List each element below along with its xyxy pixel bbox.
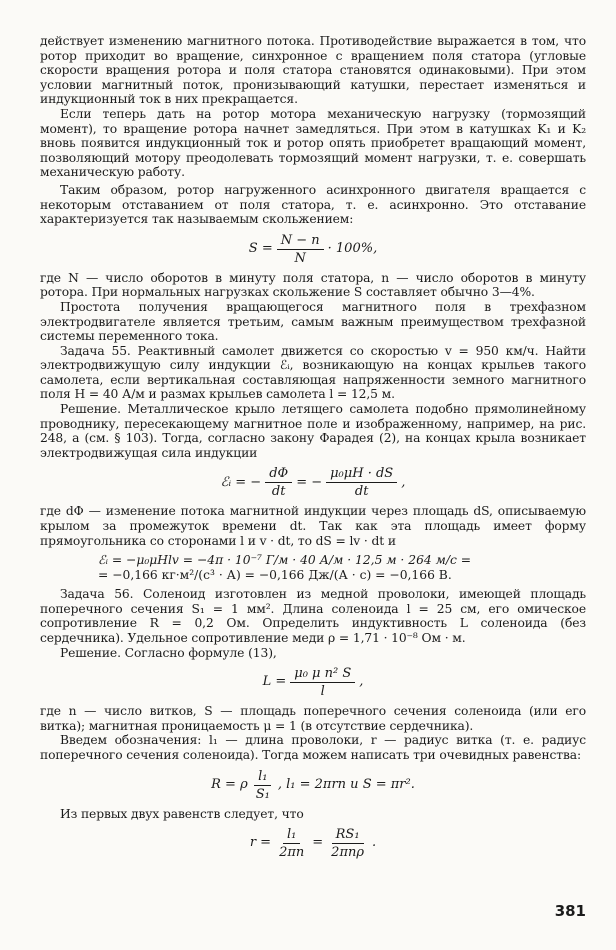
formula-radius-fraction-2 (327, 827, 368, 860)
paragraph-13: Из первых двух равенств следует, что (60, 806, 304, 821)
formula-equalities-fraction (252, 769, 274, 802)
formula-emf-lhs: ℰᵢ = − (220, 474, 262, 490)
formula-slip-lhs: S = (248, 240, 273, 256)
formula-emf-mid: = − (296, 474, 323, 490)
formula-calculation-line-2: = −0,166 кг·м²/(с³ · А) = −0,166 Дж/(А · с) = −0,166 В. (98, 568, 452, 583)
formula-emf (40, 466, 586, 499)
formula-inductance-lhs: L = (262, 674, 287, 690)
formula-equalities (40, 769, 586, 802)
paragraph-solution-55: Решение. Металлическое крыло летящего самолета подобно прямолинейному проводнику, пересекающему магнитное поле и изображенному, например, на рис. 248, а (см. § 103). Тогда, согласно закону Фарадея (2), на концах крыла возникает электродвижущая сила индукции (40, 402, 586, 460)
paragraph-1: действует изменению магнитного потока. Противодействие выражается в том, что ротор приходит во вращение, синхронное с вращением поля статора (угловые скорости вращения ротора и поля статора становятся одинаковыми). При этом условии магнитный поток, пронизывающий катушки, перестает изменяться и индукционный ток в них прекращается. (40, 34, 586, 107)
formula-calculation-line-1: ℰᵢ = −μ₀μHlv = −4π · 10⁻⁷ Г/м · 40 А/м · 12,5 м · 264 м/с = (98, 553, 472, 568)
formula-radius-denominator-1: 2πn (279, 845, 305, 861)
formula-slip-numerator: N − n (277, 233, 324, 250)
formula-equalities-lhs: R = ρ (211, 776, 248, 792)
formula-equalities-numerator: l₁ (254, 769, 271, 786)
formula-emf-fraction-2 (326, 466, 397, 499)
paragraph-11: где n — число витков, S — площадь поперечного сечения соленоида (или его витка); магнитная проницаемость μ = 1 (в отсутствие сердечника). (40, 704, 586, 733)
formula-inductance (40, 666, 586, 699)
formula-equalities-tail: , l₁ = 2πrn и S = πr². (277, 776, 415, 792)
formula-inductance-numerator: μ₀ μ n² S (290, 666, 355, 683)
formula-emf-fraction-1 (265, 466, 292, 499)
formula-radius-tail: . (372, 835, 377, 851)
paragraph-3: Таким образом, ротор нагруженного асинхронного двигателя вращается с некоторым отставанием от поля статора, т. е. асинхронно. Это отставание характеризуется так называемым скольжением: (40, 182, 586, 227)
formula-inductance-fraction (290, 666, 355, 699)
formula-emf-denominator-2: dt (354, 484, 369, 500)
formula-radius-mid: = (312, 835, 324, 851)
paragraph-solution-56: Решение. Согласно формуле (13), (60, 645, 277, 660)
paragraph-5: Простота получения вращающегося магнитного поля в трехфазном электродвигателе является третьим, самым важным преимуществом трехфазной системы переменного тока. (40, 299, 586, 344)
formula-slip-denominator: N (294, 250, 306, 266)
paragraph-12: Введем обозначения: l₁ — длина проволоки, r — радиус витка (т. е. радиус поперечного сечения соленоида). Тогда можем написать три очевидных равенства: (40, 733, 586, 762)
formula-radius-numerator-2: RS₁ (332, 827, 364, 844)
formula-emf-numerator-2: μ₀μH · dS (326, 466, 397, 483)
formula-emf-numerator-1: dΦ (265, 466, 292, 483)
formula-emf-tail: , (401, 474, 406, 490)
formula-equalities-denominator: S₁ (255, 786, 270, 802)
formula-calculation (40, 553, 586, 583)
paragraph-8: где dΦ — изменение потока магнитной индукции через площадь dS, описываемую крылом за промежуток времени dt. Так как эта площадь имеет форму прямоугольника со сторонами l и v · dt, то dS = lv · dt и (40, 504, 586, 548)
paragraph-2: Если теперь дать на ротор мотора механическую нагрузку (тормозящий момент), то вращение ротора начнет замедляться. При этом в катушках K₁ и K₂ вновь появится индукционный ток и ротор опять приобретет вращающий момент, позволяющий мотору преодолевать тормозящий момент нагрузки, т. е. совершать механическую работу. (40, 106, 586, 180)
paragraph-task-56: Задача 56. Соленоид изготовлен из медной проволоки, имеющей площадь поперечного сечения S₁ = 1 мм². Длина соленоида l = 25 см, его омическое сопротивление R = 0,2 Ом. Определить индуктивность L соленоида (без сердечника). Удельное сопротивление меди ρ = 1,71 · 10⁻⁸ Ом · м. (40, 587, 586, 645)
formula-emf-denominator-1: dt (271, 484, 286, 500)
formula-radius-lhs: r = (249, 835, 272, 851)
formula-slip-fraction (277, 233, 324, 266)
formula-slip-tail: · 100%, (327, 240, 378, 256)
formula-inductance-denominator: l (320, 684, 325, 700)
formula-radius-fraction-1 (275, 827, 308, 860)
formula-radius-numerator-1: l₁ (283, 827, 300, 844)
paragraph-4: где N — число оборотов в минуту поля статора, n — число оборотов в минуту ротора. При нормальных нагрузках скольжение S составляет обычно 3—4%. (40, 270, 586, 300)
formula-slip (40, 233, 586, 266)
formula-radius (40, 827, 586, 860)
formula-inductance-tail: , (359, 674, 364, 690)
paragraph-task-55: Задача 55. Реактивный самолет движется со скоростью v = 950 км/ч. Найти электродвижущую силу индукции ℰᵢ, возникающую на концах крыльев такого самолета, если вертикальная составляющая напряженности земного магнитного поля H = 40 А/м и размах крыльев самолета l = 12,5 м. (40, 343, 586, 402)
formula-radius-denominator-2: 2πnρ (331, 845, 365, 861)
page-number: 381 (554, 902, 586, 920)
